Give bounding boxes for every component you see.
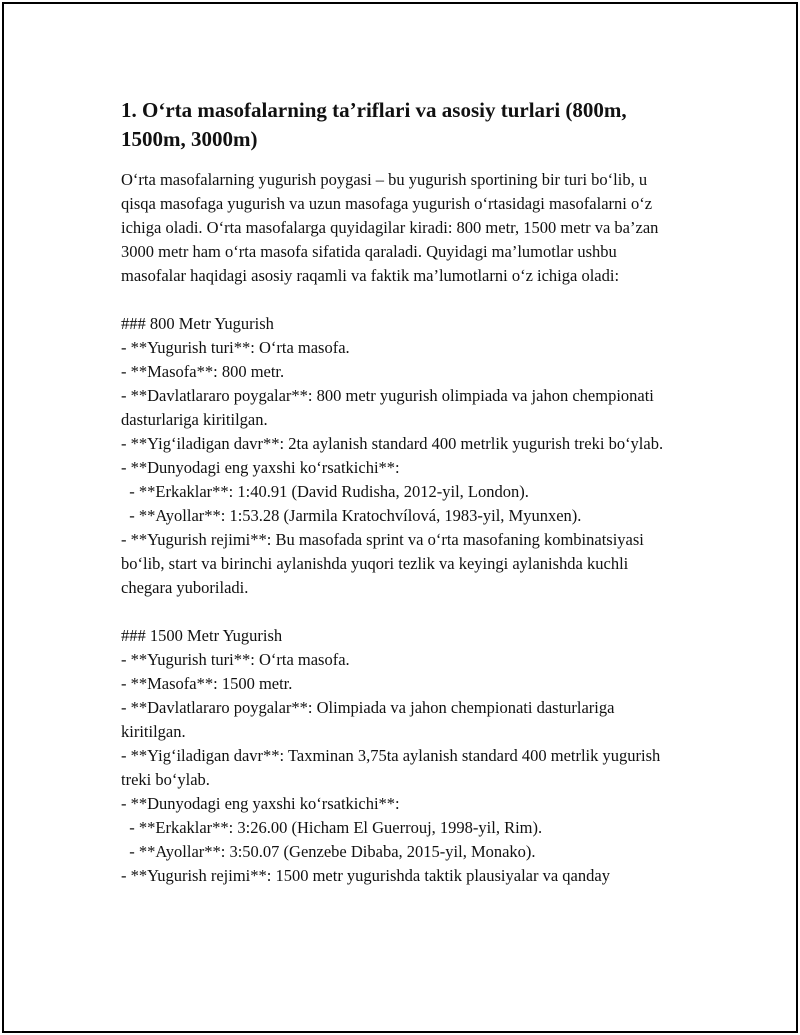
list-subitem: - **Erkaklar**: 1:40.91 (David Rudisha, 2012-yil, London). xyxy=(121,482,529,501)
section-800m xyxy=(121,312,681,600)
list-item: - **Dunyodagi eng yaxshi ko‘rsatkichi**: xyxy=(121,458,400,477)
list-item: - **Davlatlararo poygalar**: Olimpiada va jahon chempionati dasturlariga kiritilgan. xyxy=(121,698,619,741)
document-body xyxy=(121,96,681,888)
intro-paragraph: O‘rta masofalarning yugurish poygasi – bu yugurish sportining bir turi bo‘lib, u qisqa masofaga yugurish va uzun masofaga yugurish o‘rtasidagi masofalarni o‘z ichiga oladi. O‘rta masofalarga quyidagilar kiradi: 800 metr, 1500 metr va ba’zan 3000 metr ham o‘rta masofa sifatida qaraladi. Quyidagi ma’lumotlar ushbu masofalar haqidagi asosiy raqamli va faktik ma’lumotlarni o‘z ichiga oladi: xyxy=(121,170,659,285)
list-item: - **Dunyodagi eng yaxshi ko‘rsatkichi**: xyxy=(121,794,400,813)
list-subitem: - **Erkaklar**: 3:26.00 (Hicham El Guerrouj, 1998-yil, Rim). xyxy=(121,818,543,837)
list-item: - **Yugurish turi**: O‘rta masofa. xyxy=(121,338,350,357)
list-subitem: - **Ayollar**: 3:50.07 (Genzebe Dibaba, 2015-yil, Monako). xyxy=(121,842,536,861)
list-item: - **Yugurish turi**: O‘rta masofa. xyxy=(121,650,350,669)
page-frame xyxy=(2,2,798,1033)
list-item: - **Masofa**: 1500 metr. xyxy=(121,674,293,693)
section-heading: 1. O‘rta masofalarning ta’riflari va asosiy turlari (800m, 1500m, 3000m) xyxy=(121,98,627,151)
list-item: - **Yugurish rejimi**: 1500 metr yugurishda taktik plausiyalar va qanday xyxy=(121,866,610,885)
section-1500m xyxy=(121,624,681,888)
list-subitem: - **Ayollar**: 1:53.28 (Jarmila Kratochvílová, 1983-yil, Myunxen). xyxy=(121,506,582,525)
list-item: - **Yig‘iladigan davr**: Taxminan 3,75ta aylanish standard 400 metrlik yugurish treki bo‘ylab. xyxy=(121,746,665,789)
list-item: - **Masofa**: 800 metr. xyxy=(121,362,285,381)
list-item: - **Yig‘iladigan davr**: 2ta aylanish standard 400 metrlik yugurish treki bo‘ylab. xyxy=(121,434,664,453)
section-title: ### 1500 Metr Yugurish xyxy=(121,626,283,645)
spacer xyxy=(121,600,681,624)
spacer xyxy=(121,288,681,312)
list-item: - **Yugurish rejimi**: Bu masofada sprint va o‘rta masofaning kombinatsiyasi bo‘lib, start va birinchi aylanishda yuqori tezlik va keyingi aylanishda kuchli chegara yuboriladi. xyxy=(121,530,648,597)
list-item: - **Davlatlararo poygalar**: 800 metr yugurish olimpiada va jahon chempionati dasturlariga kiritilgan. xyxy=(121,386,659,429)
section-title: ### 800 Metr Yugurish xyxy=(121,314,274,333)
